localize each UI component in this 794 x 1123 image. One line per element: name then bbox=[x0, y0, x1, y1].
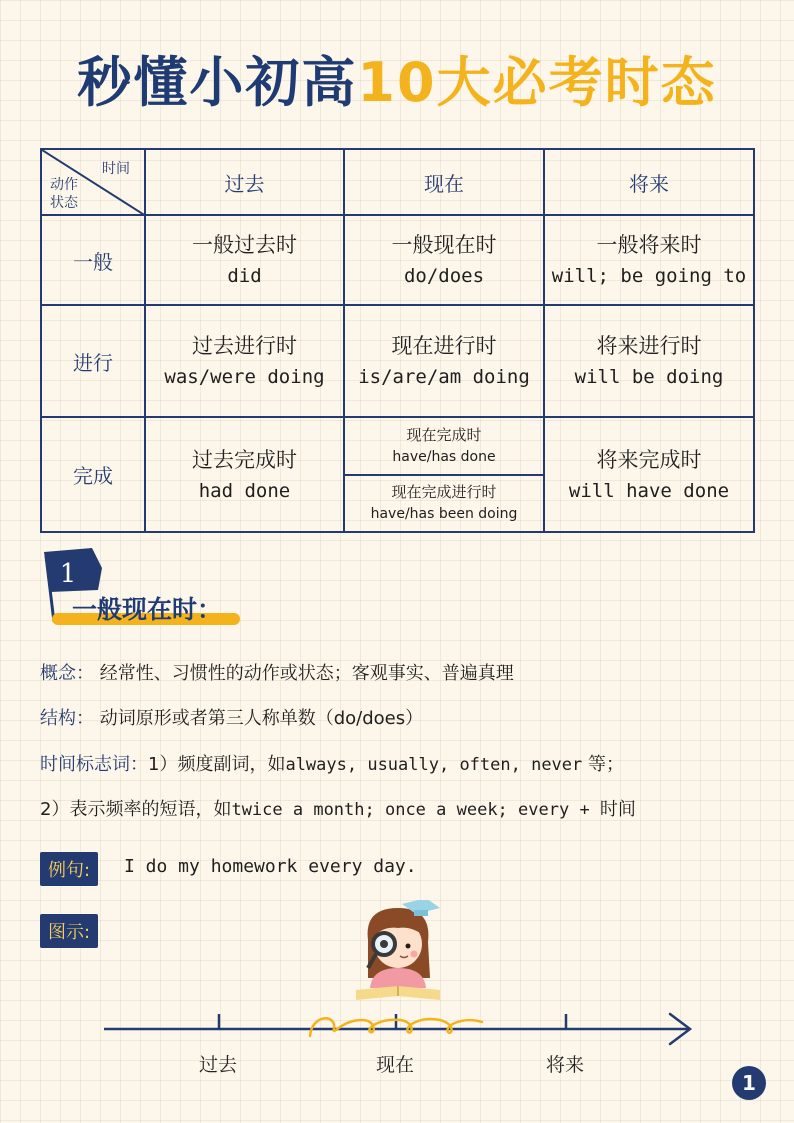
row-header-simple: 一般 bbox=[41, 215, 145, 305]
structure-line bbox=[40, 704, 423, 730]
present-perfect-progressive-cell: 现在完成进行时 have/has been doing bbox=[345, 474, 543, 532]
table-row bbox=[41, 417, 754, 532]
timeline-label-past: 过去 bbox=[199, 1054, 238, 1076]
concept-label: 概念： bbox=[40, 663, 94, 684]
page-number-badge: 1 bbox=[732, 1066, 766, 1100]
table-cell: 现在进行时 is/are/am doing bbox=[344, 305, 544, 417]
table-row bbox=[41, 215, 754, 305]
table-cell: 一般将来时 will; be going to bbox=[544, 215, 754, 305]
girl-reading-illustration bbox=[354, 900, 444, 1004]
table-cell: 一般过去时 did bbox=[145, 215, 344, 305]
corner-time-label: 时间 bbox=[102, 161, 130, 177]
timeline-diagram bbox=[100, 990, 700, 1050]
row-header-perfect: 完成 bbox=[41, 417, 145, 532]
markers-line-2: 2）表示频率的短语，如twice a month; once a week; every + 时间 bbox=[40, 799, 636, 820]
section-number: 1 bbox=[59, 559, 77, 589]
table-cell: 将来进行时 will be doing bbox=[544, 305, 754, 417]
tense-table bbox=[40, 148, 755, 533]
table-cell: 将来完成时 will have done bbox=[544, 417, 754, 532]
column-header-present: 现在 bbox=[344, 149, 544, 215]
timeline-label-future: 将来 bbox=[546, 1054, 585, 1076]
structure-text: 动词原形或者第三人称单数（do/does） bbox=[99, 708, 424, 729]
present-perfect-cell: 现在完成时 have/has done bbox=[392, 425, 496, 465]
table-cell: 过去进行时 was/were doing bbox=[145, 305, 344, 417]
section-title: 一般现在时： bbox=[72, 595, 223, 624]
structure-label: 结构： bbox=[40, 708, 94, 729]
markers-line: 时间标志词：1）频度副词，如always, usually, often, never 等； bbox=[40, 754, 624, 775]
title-part1: 秒懂小初高 bbox=[77, 51, 358, 114]
example-tag: 例句: bbox=[40, 852, 98, 886]
table-corner-cell bbox=[41, 149, 145, 215]
timeline-label-present: 现在 bbox=[376, 1054, 415, 1076]
table-cell: 过去完成时 had done bbox=[145, 417, 344, 532]
corner-action-label: 动作 状态 bbox=[50, 177, 78, 211]
concept-line bbox=[40, 659, 514, 685]
markers-label: 时间标志词： bbox=[40, 754, 148, 775]
example-sentence: I do my homework every day. bbox=[124, 856, 417, 877]
column-header-past: 过去 bbox=[145, 149, 344, 215]
page-title bbox=[0, 48, 794, 118]
concept-text: 经常性、习惯性的动作或状态；客观事实、普遍真理 bbox=[99, 663, 514, 684]
diagram-tag: 图示: bbox=[40, 914, 98, 948]
title-part2: 10大必考时态 bbox=[357, 51, 717, 114]
column-header-future: 将来 bbox=[544, 149, 754, 215]
table-cell: 一般现在时 do/does bbox=[344, 215, 544, 305]
table-cell-split bbox=[344, 417, 544, 532]
table-row bbox=[41, 305, 754, 417]
row-header-progressive: 进行 bbox=[41, 305, 145, 417]
